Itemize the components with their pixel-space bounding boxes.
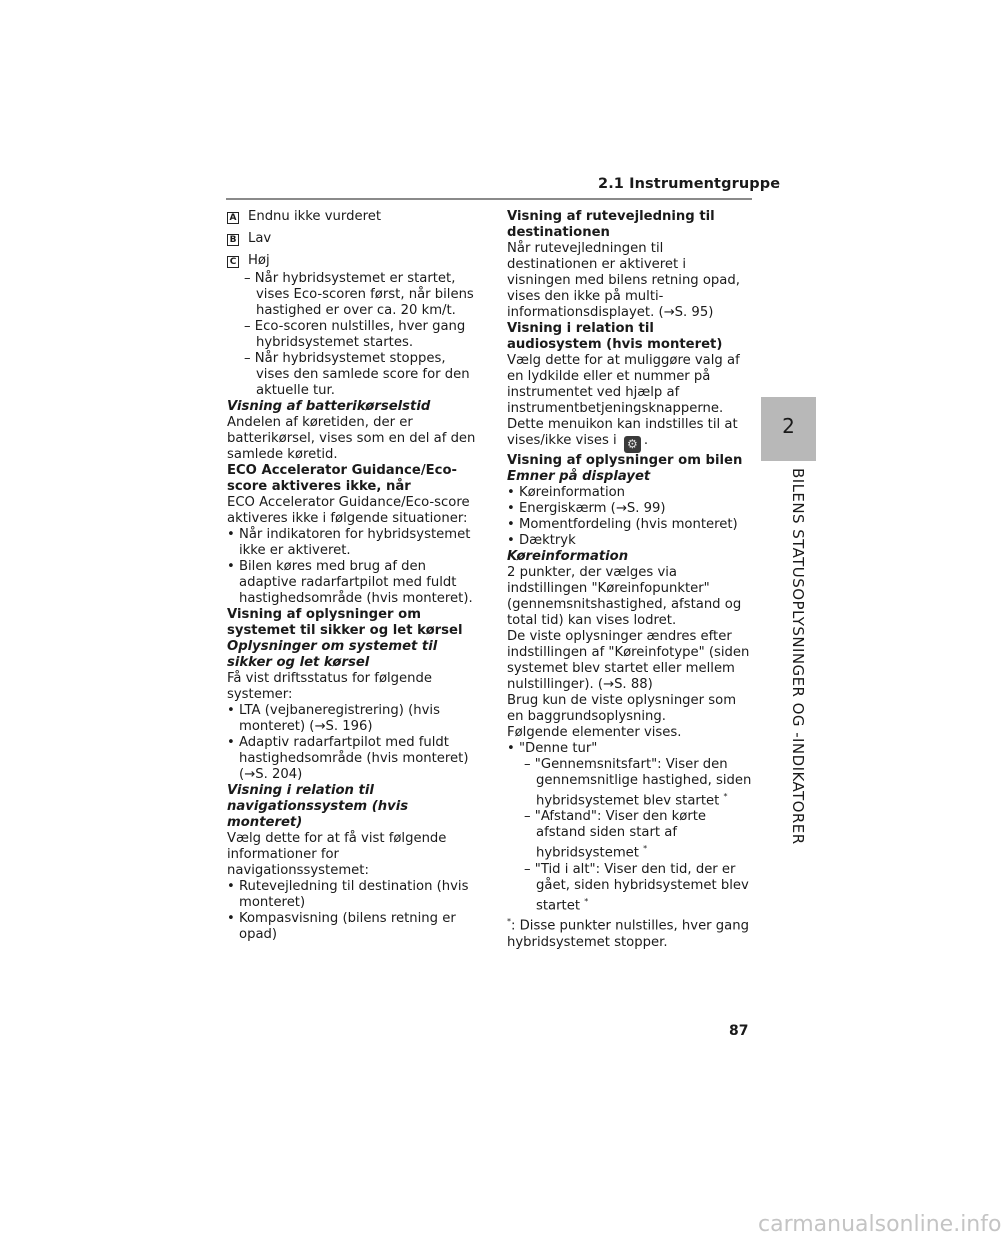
dash-text: – "Afstand": Viser den kørte afstand siden start af hybridsystemet [524, 809, 707, 861]
answer-b-key: B [227, 234, 239, 246]
answer-c-key: C [227, 256, 239, 268]
subheading: Visning af batterikørselstid [227, 399, 431, 414]
footnote-marker: * [643, 844, 648, 854]
bullet-item: • Rutevejledning til destination (hvis monteret) [227, 879, 469, 910]
bullet-item: • Køreinformation [507, 485, 626, 500]
paragraph: ECO Accelerator Guidance/Eco-score aktiveres ikke i følgende situationer: [227, 495, 470, 526]
bullet-item: • Kompasvisning (bilens retning er opad) [227, 911, 456, 942]
paragraph: Vælg dette for at få vist følgende informationer for navigationssystemet: [227, 831, 447, 878]
left-column [227, 209, 477, 943]
answer-b-text: Lav [248, 231, 272, 246]
footnote-marker: * [507, 917, 511, 927]
paragraph: Brug kun de viste oplysninger som en baggrundsoplysning. [507, 693, 737, 724]
header-divider [226, 198, 752, 200]
bullet-item: • Bilen køres med brug af den adaptive radarfartpilot med fuldt hastighedsområde (hvis monteret). [227, 559, 473, 606]
footnote-marker: * [584, 896, 589, 906]
dash-item [507, 809, 752, 861]
paragraph: Følgende elementer vises. [507, 725, 682, 740]
dash-item: – Når hybridsystemet er startet, vises Eco-scoren først, når bilens hastighed er over ca. 20 km/t. [244, 271, 474, 318]
menu-text: Dette menuikon kan indstilles til at vises/ikke vises i [507, 417, 738, 448]
subheading: Visning i relation til audiosystem (hvis monteret) [507, 321, 723, 352]
paragraph: Vælg dette for at muliggøre valg af en lydkilde eller et nummer på instrumentet ved hjælp af instrumentbetjeningsknapperne. [507, 353, 740, 416]
dash-item: – Når hybridsystemet stoppes, vises den samlede score for den aktuelle tur. [244, 351, 470, 398]
subheading: Visning af oplysninger om bilen [507, 453, 743, 468]
paragraph [507, 417, 752, 453]
bullet-item: • Dæktryk [507, 533, 576, 548]
dash-item: – Eco-scoren nulstilles, hver gang hybridsystemet startes. [244, 319, 466, 350]
subheading: Emner på displayet [507, 469, 651, 484]
paragraph: Når rutevejledningen til destinationen er aktiveret i visningen med bilens retning opad, vises den ikke på multi-informationsdisplayet. (→S. 95) [507, 241, 740, 320]
section-title: 2.1 Instrumentgruppe [598, 176, 781, 192]
subheading: Visning af rutevejledning til destinationen [507, 209, 715, 240]
dash-text: – "Tid i alt": Viser den tid, der er gået, siden hybridsystemet blev startet [524, 861, 749, 914]
footnote [507, 914, 752, 950]
subheading: Køreinformation [507, 549, 629, 564]
page-number: 87 [729, 1023, 749, 1039]
bullet-item: • Adaptiv radarfartpilot med fuldt hastighedsområde (hvis monteret)(→S. 204) [227, 735, 469, 782]
chapter-title: BILENS STATUSOPLYSNINGER OG -INDIKATORER [789, 468, 807, 845]
paragraph: Andelen af køretiden, der er batterikørsel, vises som en del af den samlede køretid. [227, 415, 476, 462]
answer-a-key: A [227, 212, 239, 224]
chapter-tab [761, 397, 816, 461]
bullet-item: • LTA (vejbaneregistrering) (hvis monteret) (→S. 196) [227, 703, 440, 734]
subheading: Visning af oplysninger om systemet til sikker og let kørsel [227, 607, 463, 638]
bullet-item: • Når indikatoren for hybridsystemet ikke er aktiveret. [227, 527, 471, 558]
dash-item [507, 862, 752, 914]
answer-c-text: Høj [248, 253, 270, 268]
footnote-text: : Disse punkter nulstilles, hver gang hybridsystemet stopper. [507, 918, 749, 950]
menu-text-end: . [643, 433, 649, 448]
answer-c [227, 253, 477, 271]
watermark: carmanualsonline.info [758, 1212, 1001, 1237]
paragraph: 2 punkter, der vælges via indstillingen "Køreinfopunkter" (gennemsnitshastighed, afstand og total tid) kan vises lodret. [507, 565, 742, 628]
paragraph: Få vist driftsstatus for følgende systemer: [227, 671, 432, 702]
settings-gear-icon: ⚙ [624, 436, 641, 453]
subheading: Visning i relation til navigationssystem (hvis monteret) [227, 783, 409, 830]
right-column [507, 209, 752, 951]
bullet-item: • "Denne tur" [507, 741, 598, 756]
bullet-item: • Momentfordeling (hvis monteret) [507, 517, 738, 532]
chapter-number: 2 [782, 414, 795, 438]
answer-a [227, 209, 477, 231]
dash-text: – "Gennemsnitsfart": Viser den gennemsnitlige hastighed, siden hybridsystemet blev startet [524, 757, 752, 809]
dash-item [507, 757, 752, 809]
answer-b [227, 231, 477, 253]
footnote-marker: * [723, 792, 728, 801]
paragraph: De viste oplysninger ændres efter indstillingen af "Køreinfotype" (siden systemet blev startet eller mellem nulstillinger). (→S. 88) [507, 629, 750, 692]
subheading: ECO Accelerator Guidance/Eco-score aktiveres ikke, når [227, 463, 457, 494]
bullet-item: • Energiskærm (→S. 99) [507, 501, 666, 516]
subheading: Oplysninger om systemet til sikker og let kørsel [227, 639, 438, 670]
answer-a-text: Endnu ikke vurderet [248, 209, 381, 224]
